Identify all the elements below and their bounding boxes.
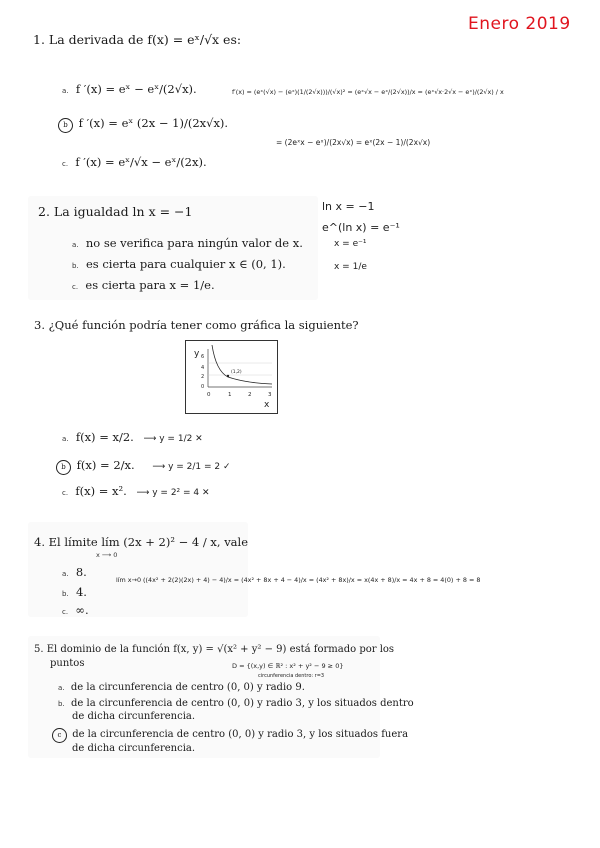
q1-handwritten-work-1: f′(x) = (eˣ(√x) − (eˣ)(1/(2√x)))/(√x)² = (eˣ√x − eˣ/(2√x))/x = (eˣ√x·2√x − eˣ)/(2√x) / x	[232, 88, 504, 96]
point-label: (1,2)	[231, 370, 242, 375]
q1-option-b: b f ′(x) = eˣ (2x − 1)/(2x√x).	[58, 116, 228, 133]
curve	[212, 345, 272, 384]
q4-handwritten-work: lím x→0 ((4x² + 2(2)(2x) + 4) − 4)/x = (4x² + 8x + 4 − 4)/x = (4x² + 8x)/x = x(4x + 8)/x = 4x + 8 = 4(0) + 8 = 8	[116, 576, 481, 584]
y-tick: 0	[201, 384, 205, 390]
question-5: 5. El dominio de la función f(x, y) = √(x² + y² − 9) está formado por los	[34, 644, 395, 655]
q3-option-a: a. f(x) = x/2. ⟶ y = 1/2 ✕	[62, 430, 203, 444]
q5-option-b: b. de la circunferencia de centro (0, 0) y radio 3, y los situados dentro	[58, 698, 414, 709]
x-axis-label: x	[264, 400, 270, 410]
q1-handwritten-work-2: = (2eˣx − eˣ)/(2x√x) = eˣ(2x − 1)/(2x√x)	[276, 138, 431, 147]
q1-option-c: c. f ′(x) = eˣ/√x − eˣ/(2x).	[62, 155, 207, 169]
q5-option-a: a. de la circunferencia de centro (0, 0) y radio 9.	[58, 682, 305, 693]
q5-option-c: c de la circunferencia de centro (0, 0) y radio 3, y los situados fuera	[52, 728, 408, 743]
q2-option-a: a. no se verifica para ningún valor de x.	[72, 236, 303, 250]
selected-answer-circle: b	[58, 118, 73, 133]
q4-option-b: b. 4.	[62, 585, 87, 599]
q4-option-c: c. ∞.	[62, 603, 89, 617]
y-axis-label: y	[194, 349, 200, 359]
x-tick: 1	[228, 392, 232, 398]
question-1: 1. La derivada de f(x) = eˣ/√x es:	[33, 32, 242, 47]
question-5-cont: puntos	[50, 658, 85, 669]
question-2: 2. La igualdad ln x = −1	[38, 204, 193, 219]
selected-answer-circle: c	[52, 728, 67, 743]
x-tick: 2	[248, 392, 252, 398]
q2-option-c: c. es cierta para x = 1/e.	[72, 278, 215, 292]
q3-work-c: ⟶ y = 2² = 4 ✕	[136, 488, 210, 498]
q5-work-note: circunferencia dentro: r=3	[258, 673, 325, 679]
selected-answer-circle: b	[56, 460, 71, 475]
limit-subscript: x ⟶ 0	[96, 551, 118, 559]
x-tick: 0	[207, 392, 211, 398]
page-title: Enero 2019	[468, 14, 571, 34]
point-marker	[227, 375, 229, 377]
q2-work-1: ln x = −1	[322, 200, 375, 213]
q3-option-c: c. f(x) = x². ⟶ y = 2² = 4 ✕	[62, 484, 210, 498]
q1-option-a: a. f ′(x) = eˣ − eˣ/(2√x).	[62, 82, 197, 96]
q2-work-3: x = e⁻¹	[334, 239, 367, 249]
q5-work-domain: D = {(x,y) ∈ ℝ² : x² + y² − 9 ≥ 0}	[232, 662, 344, 670]
graph-svg	[186, 341, 277, 413]
q2-option-b: b. es cierta para cualquier x ∈ (0, 1).	[72, 257, 286, 271]
y-tick: 2	[201, 374, 205, 380]
x-tick: 3	[268, 392, 272, 398]
q2-work-4: x = 1/e	[334, 262, 367, 272]
question-4: 4. El límite lím (2x + 2)² − 4 / x, vale	[34, 535, 249, 549]
function-graph	[185, 340, 278, 414]
q3-work-a: ⟶ y = 1/2 ✕	[143, 434, 203, 444]
y-tick: 4	[201, 365, 205, 371]
q3-work-b: ⟶ y = 2/1 = 2 ✓	[152, 462, 231, 472]
q4-option-a: a. 8.	[62, 565, 87, 579]
y-tick: 6	[201, 354, 205, 360]
q5-option-c-cont: de dicha circunferencia.	[72, 743, 196, 754]
q3-option-b: b f(x) = 2/x. ⟶ y = 2/1 = 2 ✓	[56, 458, 231, 475]
question-3: 3. ¿Qué función podría tener como gráfica la siguiente?	[34, 318, 359, 332]
q5-option-b-cont: de dicha circunferencia.	[72, 711, 196, 722]
q2-work-2: e^(ln x) = e⁻¹	[322, 221, 400, 234]
